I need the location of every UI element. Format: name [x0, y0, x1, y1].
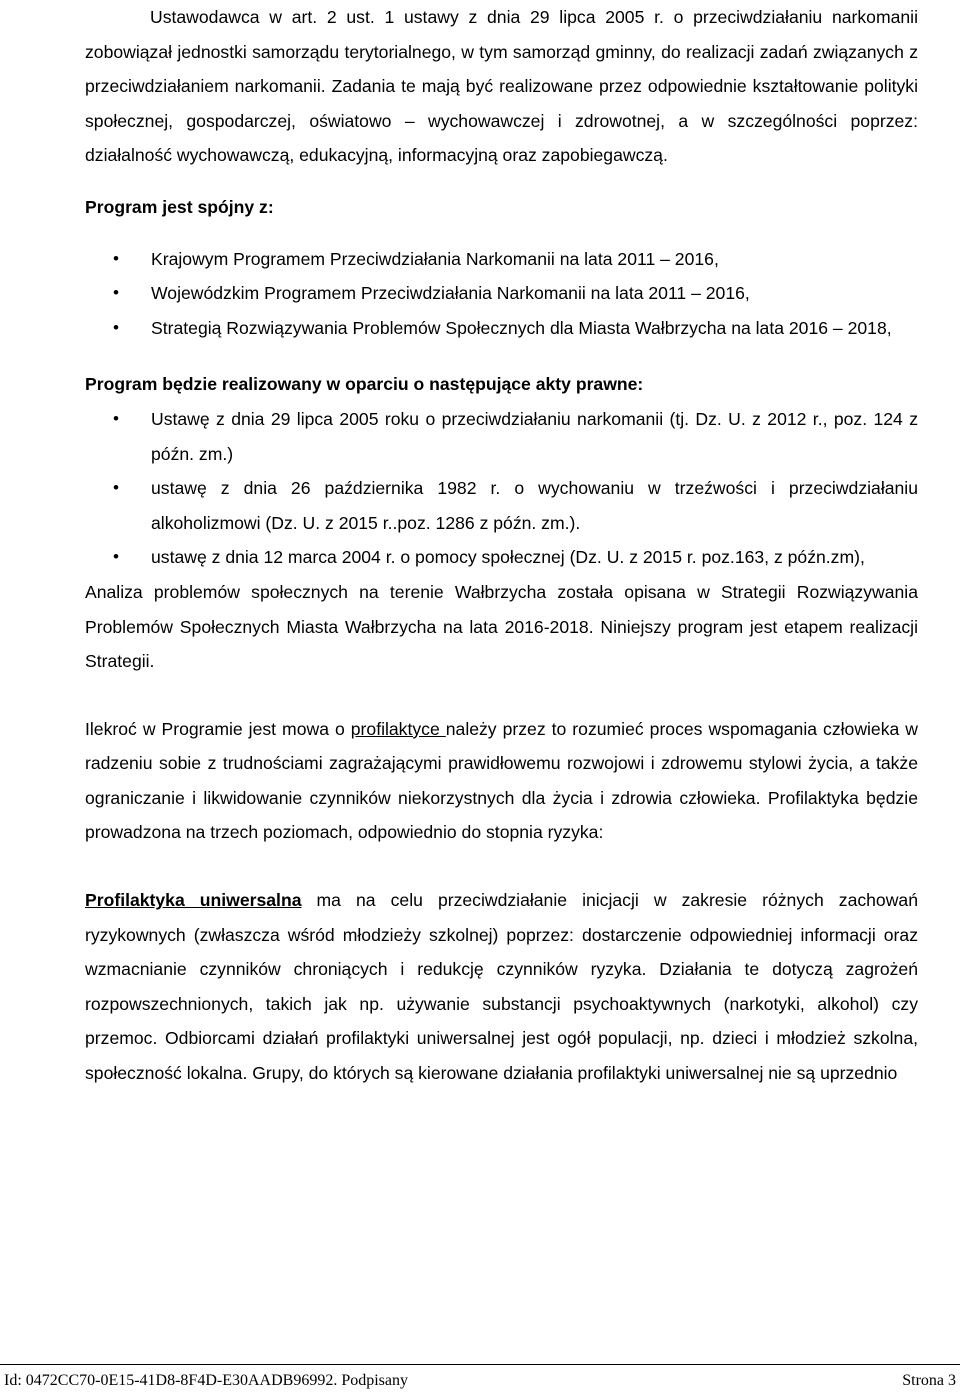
- document-content: [85, 0, 918, 1091]
- universal-prevention-paragraph: [85, 883, 918, 1091]
- list-item: • ustawę z dnia 12 marca 2004 r. o pomocy społecznej (Dz. U. z 2015 r. poz.163, z późn.zm),: [85, 540, 918, 575]
- consistency-heading: Program jest spójny z:: [85, 196, 274, 217]
- legal-list: [85, 402, 918, 575]
- prevention-paragraph: [85, 712, 918, 850]
- list-item: • Ustawę z dnia 29 lipca 2005 roku o przeciwdziałaniu narkomanii (tj. Dz. U. z 2012 r., poz. 124 z późn. zm.): [85, 402, 918, 471]
- prevention-intro: Ilekroć w Programie jest mowa o: [85, 718, 351, 739]
- prevention-definition: należy przez to rozumieć proces wspomagania człowieka w radzeniu sobie z trudnościami zagrażającymi prawidłowemu rozwojowi i zdrowemu stylowi życia, a także ograniczanie i likwidowanie czynników niekorzystnych dla życia i zdrowia człowieka. Profilaktyka będzie prowadzona na trzech poziomach, odpowiednio do stopnia ryzyka:: [85, 718, 918, 843]
- page-footer: [0, 1364, 960, 1392]
- legal-heading: Program będzie realizowany w oparciu o następujące akty prawne:: [85, 374, 644, 395]
- list-item: • Krajowym Programem Przeciwdziałania Narkomanii na lata 2011 – 2016,: [85, 242, 918, 277]
- list-item: • ustawę z dnia 26 października 1982 r. o wychowaniu w trzeźwości i przeciwdziałaniu alkoholizmowi (Dz. U. z 2015 r..poz. 1286 z późn. zm.).: [85, 471, 918, 540]
- analysis-paragraph: Analiza problemów społecznych na terenie Wałbrzycha została opisana w Strategii Rozwiązywania Problemów Społecznych Miasta Wałbrzycha na lata 2016-2018. Niniejszy program jest etapem realizacji Strategii.: [85, 581, 918, 672]
- document-id: Id: 0472CC70-0E15-41D8-8F4D-E30AADB96992. Podpisany: [4, 1372, 408, 1389]
- list-item: • Strategią Rozwiązywania Problemów Społecznych dla Miasta Wałbrzycha na lata 2016 – 2018,: [85, 311, 918, 346]
- universal-prevention-term: Profilaktyka uniwersalna: [85, 890, 302, 911]
- list-item: • Wojewódzkim Programem Przeciwdziałania Narkomanii na lata 2011 – 2016,: [85, 276, 918, 311]
- prevention-term: profilaktyce: [350, 718, 446, 739]
- universal-prevention-text: ma na celu przeciwdziałanie inicjacji w zakresie różnych zachowań ryzykownych (zwłaszcza wśród młodzieży szkolnej) poprzez: dostarczenie odpowiedniej informacji oraz wzmacnianie czynników chroniących i redukcję czynników ryzyka. Działania te dotyczą zagrożeń rozpowszechnionych, takich jak np. używanie substancji psychoaktywnych (narkotyki, alkohol) czy przemoc. Odbiorcami działań profilaktyki uniwersalnej jest ogół populacji, np. dzieci i młodzież szkolna, społeczność lokalna. Grupy, do których są kierowane działania profilaktyki uniwersalnej nie są uprzednio: [85, 890, 918, 1084]
- page-number: Strona 3: [902, 1372, 956, 1389]
- consistency-list: [85, 242, 918, 346]
- intro-paragraph: Ustawodawca w art. 2 ust. 1 ustawy z dnia 29 lipca 2005 r. o przeciwdziałaniu narkomanii zobowiązał jednostki samorządu terytorialnego, w tym samorząd gminny, do realizacji zadań związanych z przeciwdziałaniem narkomanii. Zadania te mają być realizowane przez odpowiednie kształtowanie polityki społecznej, gospodarczej, oświatowo – wychowawczej i zdrowotnej, a w szczególności poprzez: działalność wychowawczą, edukacyjną, informacyjną oraz zapobiegawczą.: [85, 7, 918, 166]
